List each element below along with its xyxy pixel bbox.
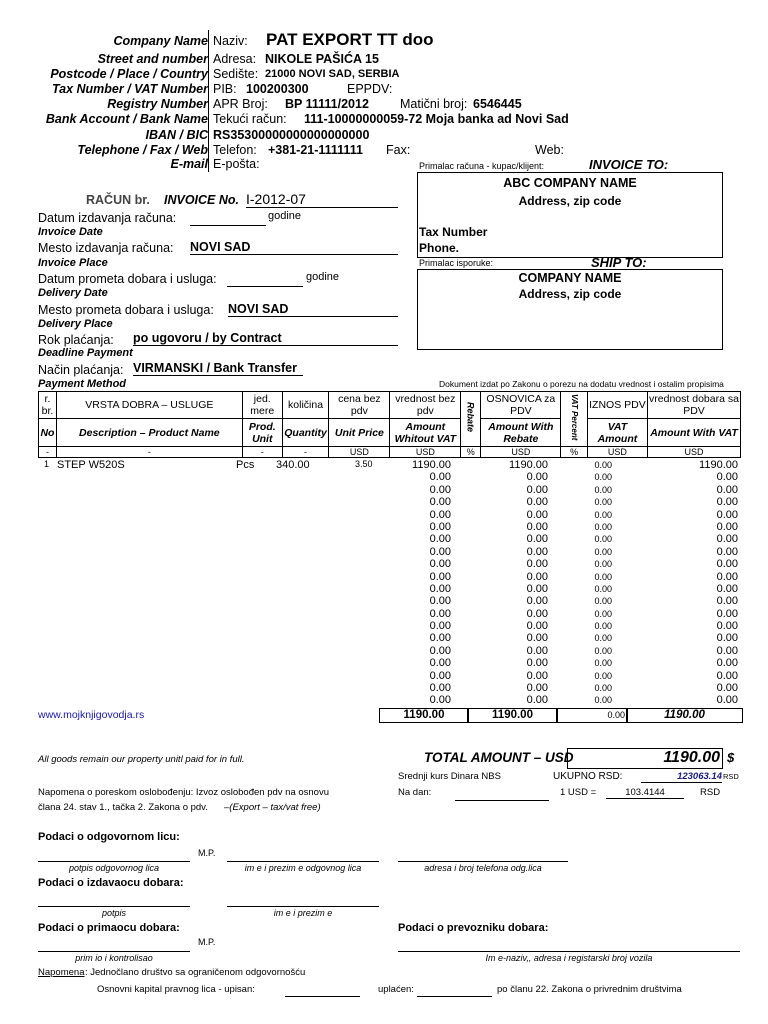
row-value: 0.00: [594, 546, 612, 557]
clan-label: po članu 22. Zakona o privrednim društvima: [497, 984, 682, 995]
buyer-tax: Tax Number: [419, 225, 488, 239]
ukupno-label: UKUPNO RSD:: [553, 771, 623, 782]
total-with-vat-box: [626, 708, 743, 723]
ime-odgovornog-line: im e i prezim e odgovnog lica: [227, 861, 379, 873]
local-label-postcode: Sedište:: [213, 67, 259, 81]
row-value: 0.00: [594, 695, 612, 706]
row-value: 0.00: [526, 483, 548, 496]
row-value: 0.00: [526, 508, 548, 521]
row-value: 0.00: [716, 496, 738, 509]
buyer-small-label: Primalac računa - kupac/klijent:: [419, 161, 545, 171]
row-value: 0.00: [716, 570, 738, 583]
row-value: 0.00: [526, 545, 548, 558]
kapital-label: Osnovni kapital pravnog lica - upisan:: [97, 984, 255, 995]
row-value: 0.00: [594, 583, 612, 594]
row-value: 0.00: [594, 484, 612, 495]
ship-to-box: [417, 269, 723, 350]
buyer-phone: Phone.: [419, 241, 460, 255]
col-vat: [560, 459, 612, 707]
row-value: 0.00: [526, 471, 548, 484]
ime-izdavaoc-line: im e i prezim e: [227, 906, 379, 918]
unit-1: -: [56, 447, 242, 458]
unit-4: USD: [329, 447, 390, 458]
label-tax: Tax Number / VAT Number: [51, 82, 208, 96]
grand-total-value: 1190.00: [663, 749, 720, 766]
row-value: 0.00: [716, 533, 738, 546]
row-value: 0.00: [526, 595, 548, 608]
buyer-name: ABC COMPANY NAME: [503, 176, 637, 190]
local-label-name: Naziv:: [213, 34, 248, 48]
row-value: 0.00: [526, 669, 548, 682]
col-rebate-amount: [470, 459, 548, 707]
row-value: 0.00: [716, 632, 738, 645]
local-label-maticni: Matični broj:: [400, 97, 468, 111]
goods-note: All goods remain our property unitl paid for in full.: [38, 754, 245, 765]
godine2-label: godine: [306, 271, 340, 283]
na-dan-line: [455, 800, 549, 801]
unit-2: -: [242, 447, 282, 458]
mesto-prometa-label: Mesto prometa dobara i usluga:: [38, 303, 214, 317]
mesto-prometa-value: NOVI SAD: [228, 302, 398, 317]
row-value: 0.00: [594, 608, 612, 619]
th-vat-amount: VAT Amount: [587, 419, 647, 447]
mp-stamp-1: M.P.: [198, 848, 216, 858]
row-value: 0.00: [429, 620, 451, 633]
row-value: 0.00: [716, 582, 738, 595]
row-value: 0.00: [594, 521, 612, 532]
item-price: 3.50: [355, 459, 373, 469]
unit-7: USD: [481, 447, 561, 458]
total-rebate-box: [467, 708, 558, 723]
currency-sign: $: [727, 750, 735, 765]
rok-value: po ugovoru / by Contract: [133, 331, 398, 346]
row-value: 0.00: [429, 607, 451, 620]
th-kolicina: količina: [282, 392, 328, 419]
row-value: 0.00: [429, 471, 451, 484]
local-label-street: Adresa:: [213, 52, 257, 66]
label-street: Street and number: [97, 52, 208, 66]
prevoznik-label: Podaci o prevozniku dobara:: [398, 922, 549, 934]
total-with-vat: 1190.00: [664, 709, 705, 721]
nacin-value: VIRMANSKI / Bank Transfer: [133, 361, 303, 376]
unit-3: -: [282, 447, 328, 458]
row-value: 0.00: [526, 520, 548, 533]
local-label-eppdv: EPPDV:: [347, 82, 393, 96]
col-amount: [380, 459, 451, 707]
napomena-oslobodjenje-2: člana 24. stav 1., tačka 2. Zakona o pdv.: [38, 802, 208, 813]
row-value: 0.00: [594, 658, 612, 669]
ship-small-label: Primalac isporuke:: [419, 258, 494, 268]
th-vrsta: VRSTA DOBRA – USLUGE: [56, 392, 242, 419]
th-amount-with-rebate: Amount With Rebate: [481, 419, 561, 447]
table-header-units: [39, 447, 741, 458]
datum-label: Datum izdavanja računa:: [38, 211, 177, 225]
table-header-english: [39, 419, 741, 447]
datum-prometa-label: Datum prometa dobara i usluga:: [38, 272, 217, 286]
row-value: 0.00: [526, 694, 548, 707]
row-value: 1190.00: [509, 459, 548, 471]
ship-address: Address, zip code: [518, 287, 622, 301]
usd-equals-label: 1 USD =: [560, 787, 597, 798]
row-value: 0.00: [594, 621, 612, 632]
street-value: NIKOLE PAŠIĆA 15: [265, 52, 379, 66]
label-email: E-mail: [170, 157, 208, 171]
row-value: 0.00: [716, 508, 738, 521]
item-desc: STEP W520S: [57, 459, 125, 471]
row-value: 0.00: [594, 645, 612, 656]
row-value: 0.00: [716, 682, 738, 695]
row-value: 0.00: [429, 669, 451, 682]
row-value: 0.00: [429, 520, 451, 533]
local-label-pib: PIB:: [213, 82, 237, 96]
row-value: 0.00: [594, 460, 612, 470]
unit-6: %: [461, 447, 481, 458]
apr-value: BP 11111/2012: [285, 97, 369, 111]
row-value: 0.00: [716, 657, 738, 670]
table-header-local: [39, 392, 741, 419]
row-value: 0.00: [429, 682, 451, 695]
row-value: 0.00: [429, 545, 451, 558]
potpis-odgovornog-line: potpis odgovornog lica: [38, 861, 190, 873]
napomena-text: : Jednočlano društvo sa ograničenom odgovornošću: [85, 967, 306, 978]
buyer-address: Address, zip code: [518, 194, 622, 208]
row-value: 0.00: [594, 670, 612, 681]
local-label-phone: Telefon:: [213, 143, 257, 157]
datum-prometa-line: [227, 286, 303, 287]
odgovorno-lice-label: Podaci o odgovornom licu:: [38, 831, 180, 843]
row-value: 0.00: [429, 558, 451, 571]
racun-label: RAČUN br.: [86, 193, 150, 207]
export-note: –(Export – tax/vat free): [224, 802, 321, 813]
row-value: 0.00: [594, 633, 612, 644]
th-jed: jed. mere: [242, 392, 282, 419]
th-cena: cena bez pdv: [329, 392, 390, 419]
row-value: 0.00: [526, 632, 548, 645]
kapital-line: [285, 996, 360, 997]
row-value: 0.00: [716, 595, 738, 608]
row-value: 0.00: [429, 644, 451, 657]
item-unit: Pcs: [236, 459, 255, 471]
row-value: 0.00: [594, 596, 612, 607]
row-value: 0.00: [594, 509, 612, 520]
nbs-label: Srednji kurs Dinara NBS: [398, 771, 501, 782]
row-value: 0.00: [429, 508, 451, 521]
row-value: 1190.00: [699, 459, 738, 471]
delivery-place-label: Delivery Place: [38, 318, 113, 330]
unit-9: USD: [587, 447, 647, 458]
ukupno-rsd: RSD: [723, 772, 739, 781]
label-phone: Telephone / Fax / Web: [77, 143, 208, 157]
row-value: 0.00: [429, 483, 451, 496]
row-value: 0.00: [429, 595, 451, 608]
adresa-odgovornog-line: adresa i broj telefona odg.lica: [398, 861, 568, 873]
row-value: 0.00: [716, 669, 738, 682]
exchange-rate: 103.4144: [606, 787, 684, 799]
invoice-date-label: Invoice Date: [38, 226, 103, 238]
maticni-value: 6546445: [473, 97, 522, 111]
unit-10: USD: [648, 447, 741, 458]
napomena-title: Napomena: [38, 967, 85, 978]
total-amount-box: [379, 708, 469, 723]
law-note: Dokument izdat po Zakonu o porezu na dodatu vrednost i ostalim propisima: [439, 379, 724, 389]
invoice-to-title: INVOICE TO:: [589, 157, 669, 172]
mesto-label: Mesto izdavanja računa:: [38, 241, 174, 255]
row-value: 0.00: [716, 620, 738, 633]
row-value: 0.00: [716, 607, 738, 620]
total-vat-box: [556, 708, 628, 723]
item-no: 1: [44, 459, 50, 469]
row-value: 0.00: [594, 571, 612, 582]
row-value: 0.00: [429, 657, 451, 670]
row-value: 0.00: [526, 620, 548, 633]
invoice-number: I-2012-07: [246, 191, 398, 208]
row-value: 1190.00: [412, 459, 451, 471]
row-value: 0.00: [594, 683, 612, 694]
bank-value: 111-10000000059-72 Moja banka ad Novi Sad: [304, 112, 569, 126]
nacin-label: Način plaćanja:: [38, 363, 124, 377]
row-value: 0.00: [526, 558, 548, 571]
rok-label: Rok plaćanja:: [38, 333, 114, 347]
datum-line: [190, 225, 266, 226]
th-osnovica: OSNOVICA za PDV: [481, 392, 561, 419]
mp-stamp-2: M.P.: [198, 937, 216, 947]
postcode-value: 21000 NOVI SAD, SERBIA: [265, 68, 400, 80]
row-value: 0.00: [594, 559, 612, 570]
local-label-email: E-pošta:: [213, 157, 260, 171]
ukupno-value: 123063.14: [641, 771, 722, 783]
th-amount-with-vat: Amount With VAT: [648, 419, 741, 447]
total-vat: 0.00: [607, 710, 625, 720]
row-value: 0.00: [716, 694, 738, 707]
th-iznos: IZNOS PDV: [587, 392, 647, 419]
prevoznik-line: Im e-naziv,, adresa i registarski broj vozila: [398, 951, 740, 963]
deadline-label: Deadline Payment: [38, 347, 133, 359]
row-value: 0.00: [594, 534, 612, 545]
item-qty: 340.00: [276, 459, 310, 471]
label-iban: IBAN / BIC: [145, 128, 208, 142]
izdavaoc-label: Podaci o izdavaocu dobara:: [38, 877, 184, 889]
local-label-web: Web:: [535, 143, 564, 157]
row-value: 0.00: [526, 607, 548, 620]
local-label-bank: Tekući račun:: [213, 112, 287, 126]
th-unit-price: Unit Price: [329, 419, 390, 447]
local-label-apr: APR Broj:: [213, 97, 268, 111]
row-value: 0.00: [716, 558, 738, 571]
total-amount-label: TOTAL AMOUNT – USD: [424, 750, 574, 765]
unit-0: -: [39, 447, 57, 458]
row-value: 0.00: [716, 644, 738, 657]
invoice-no-label: INVOICE No.: [164, 193, 240, 207]
row-value: 0.00: [716, 483, 738, 496]
row-value: 0.00: [429, 496, 451, 509]
label-bank: Bank Account / Bank Name: [45, 112, 208, 126]
na-dan-label: Na dan:: [398, 787, 432, 798]
primaoc-label: Podaci o primaocu dobara:: [38, 922, 180, 934]
grand-total-box: [567, 748, 723, 769]
napomena-oslobodjenje-1: Napomena o poreskom oslobođenju: Izvoz oslobođen pdv na osnovu: [38, 787, 329, 798]
row-value: 0.00: [716, 520, 738, 533]
unit-5: USD: [390, 447, 461, 458]
company-name-value: PAT EXPORT TT doo: [266, 30, 434, 49]
row-value: 0.00: [526, 657, 548, 670]
mesto-value: NOVI SAD: [190, 240, 398, 255]
invoice-place-label: Invoice Place: [38, 257, 108, 269]
row-value: 0.00: [526, 682, 548, 695]
website-link[interactable]: www.mojknjigovodja.rs: [38, 709, 145, 721]
row-value: 0.00: [526, 644, 548, 657]
row-value: 0.00: [429, 570, 451, 583]
label-postcode: Postcode / Place / Country: [50, 67, 208, 81]
row-value: 0.00: [429, 582, 451, 595]
row-value: 0.00: [526, 582, 548, 595]
uplacen-line: [417, 996, 492, 997]
rebate-vertical-label: Rebate: [465, 402, 476, 433]
col-total: [651, 459, 738, 707]
th-quantity: Quantity: [282, 419, 328, 447]
header-divider: [208, 30, 209, 172]
unit-8: %: [561, 447, 587, 458]
invoice-to-box: [417, 172, 723, 258]
th-vrednost: vrednost bez pdv: [390, 392, 461, 419]
row-value: 0.00: [594, 497, 612, 508]
godine-label: godine: [268, 210, 302, 222]
total-rebate-amount: 1190.00: [492, 709, 533, 721]
uplacen-label: uplaćen:: [378, 984, 414, 995]
iban-value: RS35300000000000000000: [213, 128, 370, 142]
label-registry: Registry Number: [107, 97, 208, 111]
th-rebate: [461, 392, 481, 447]
delivery-date-label: Delivery Date: [38, 287, 108, 299]
row-value: 0.00: [526, 496, 548, 509]
row-value: 0.00: [526, 533, 548, 546]
ship-to-title: SHIP TO:: [591, 255, 647, 270]
payment-method-label: Payment Method: [38, 378, 127, 390]
pib-value: 100200300: [246, 82, 309, 96]
th-no: No: [39, 419, 57, 447]
row-value: 0.00: [526, 570, 548, 583]
th-description: Description – Product Name: [56, 419, 242, 447]
th-amount-without-vat: Amount Whitout VAT: [390, 419, 461, 447]
th-vrednost-pdv: vrednost dobara sa PDV: [649, 393, 739, 417]
ship-name: COMPANY NAME: [518, 271, 622, 285]
th-rbr: r. br.: [39, 392, 57, 419]
rate-rsd: RSD: [700, 787, 721, 798]
row-value: 0.00: [716, 545, 738, 558]
local-label-fax: Fax:: [386, 143, 411, 157]
total-amount: 1190.00: [403, 709, 445, 721]
th-vat-percent: [561, 392, 587, 447]
phone-value: +381-21-1111111: [268, 143, 363, 157]
vat-percent-vertical-label: VAT Percent: [570, 394, 580, 441]
items-table: [38, 391, 741, 458]
row-value: 0.00: [429, 632, 451, 645]
label-company-name: Company Name: [113, 34, 208, 48]
potpis-izdavaoc-line: potpis: [38, 906, 190, 918]
row-value: 0.00: [716, 471, 738, 484]
primio-line: prim io i kontrolisao: [38, 951, 190, 963]
row-value: 0.00: [429, 533, 451, 546]
th-prod-unit: Prod. Unit: [242, 419, 282, 447]
row-value: 0.00: [594, 472, 612, 483]
row-value: 0.00: [429, 694, 451, 707]
